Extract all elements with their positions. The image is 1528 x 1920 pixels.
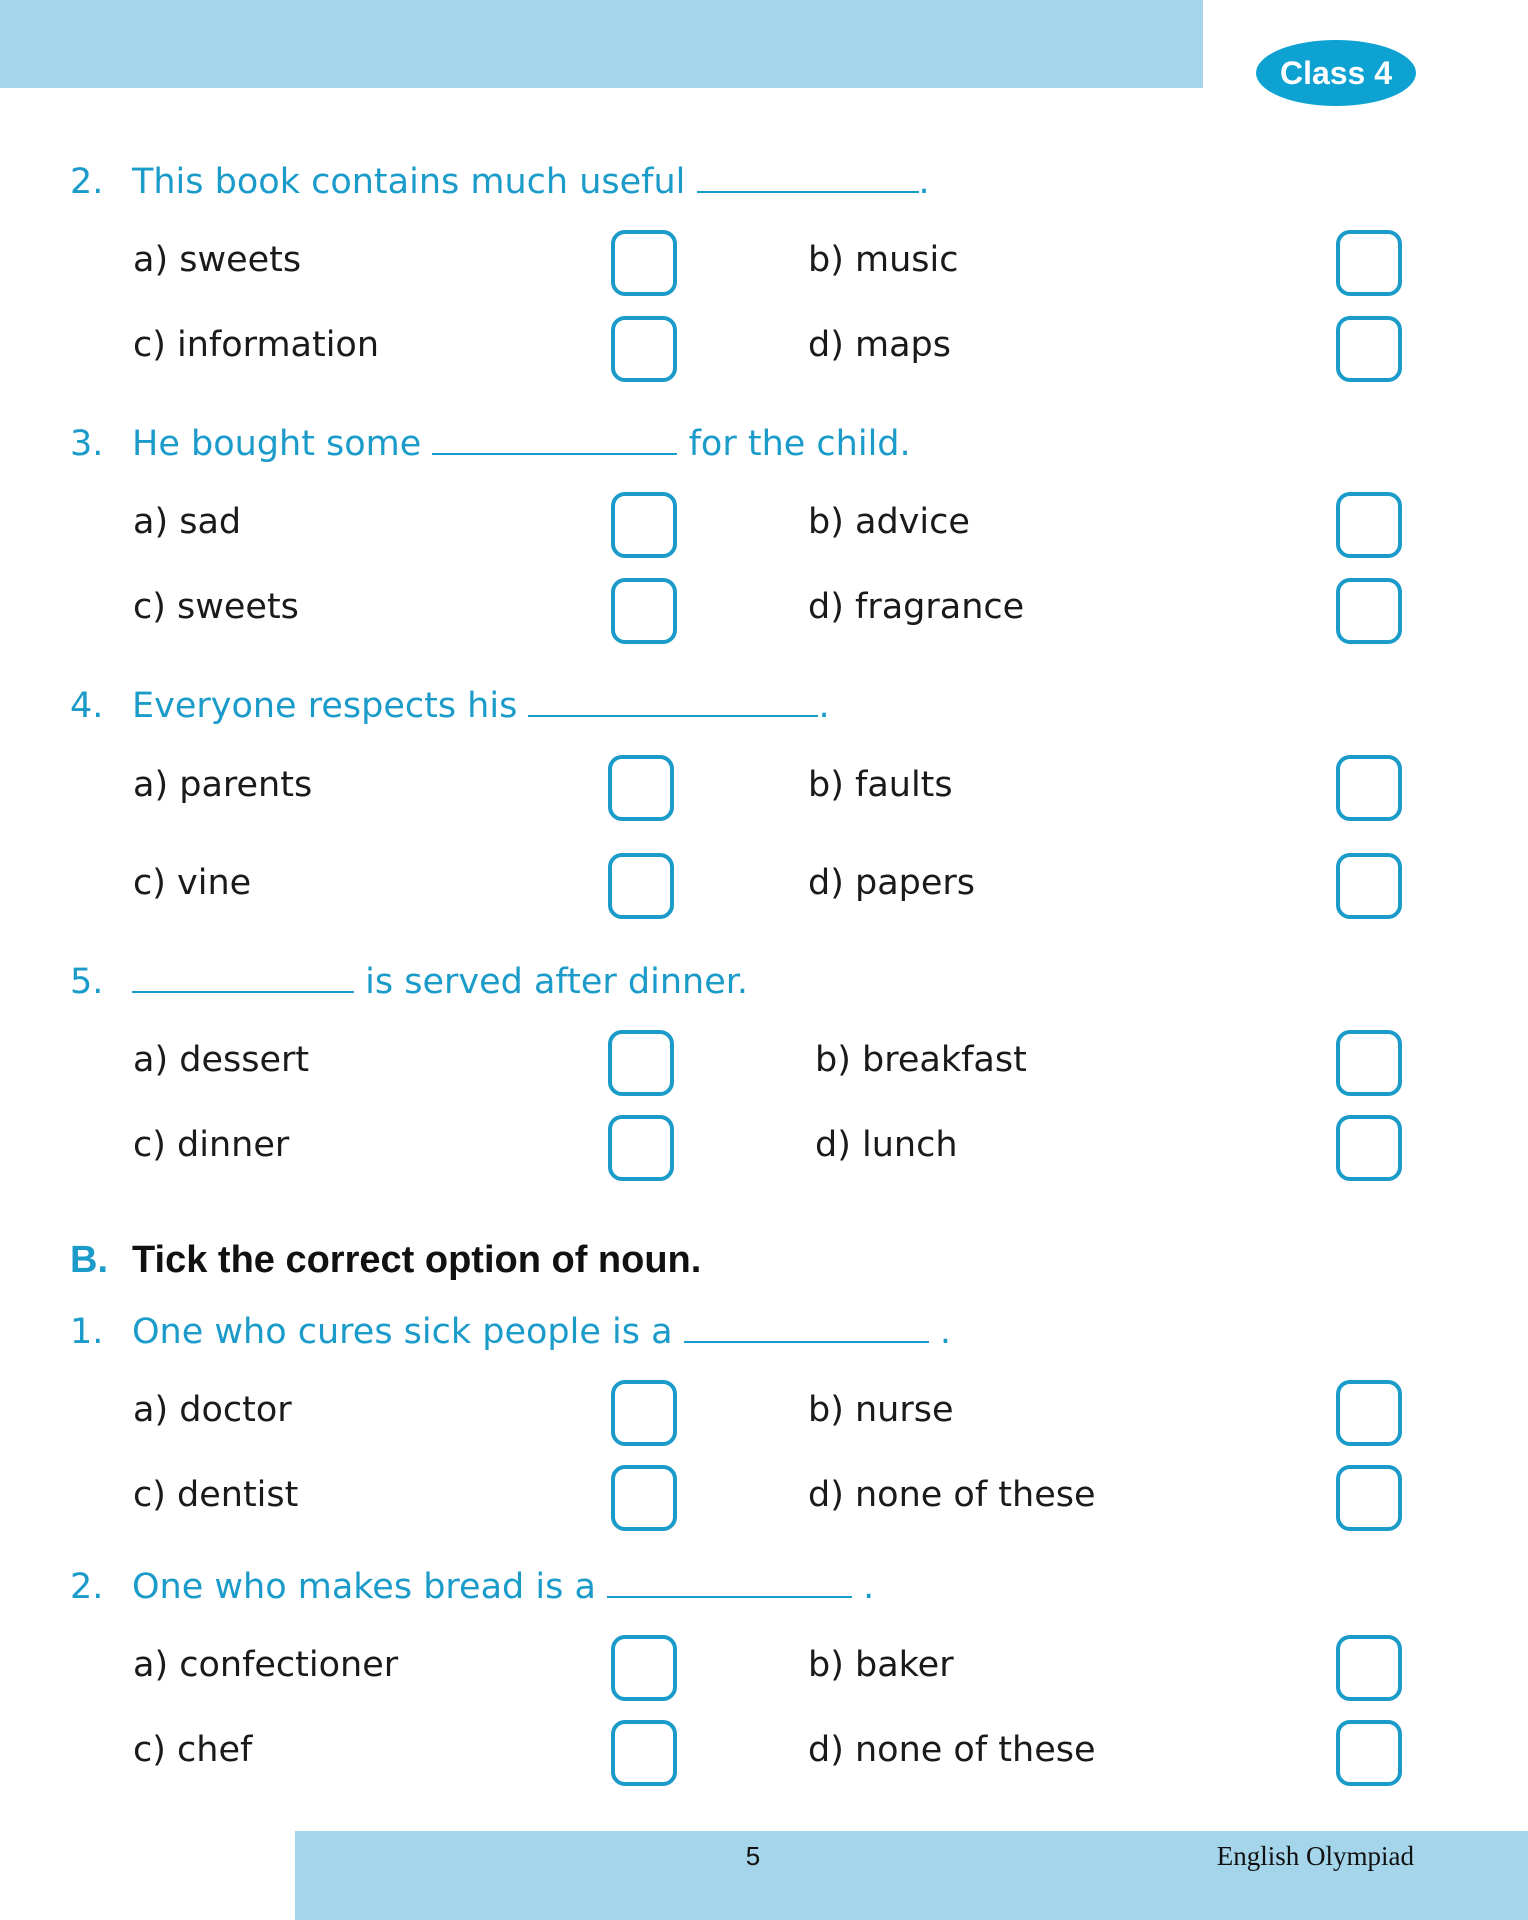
checkbox-a2-d[interactable] <box>1336 316 1402 382</box>
option-a3-a: a) sad <box>133 502 242 542</box>
question-b2 <box>70 1565 874 1609</box>
option-a3-d: d) fragrance <box>808 587 1025 627</box>
option-b2-b: b) baker <box>808 1645 954 1685</box>
checkbox-a5-a[interactable] <box>608 1030 674 1096</box>
option-a4-d: d) papers <box>808 863 976 903</box>
section-b-heading <box>70 1236 701 1284</box>
checkbox-a3-c[interactable] <box>611 578 677 644</box>
option-b2-c: c) chef <box>133 1730 253 1770</box>
section-letter: B. <box>70 1239 108 1281</box>
answer-blank <box>132 961 354 993</box>
answer-blank <box>432 423 677 455</box>
checkbox-a2-b[interactable] <box>1336 230 1402 296</box>
checkbox-b1-a[interactable] <box>611 1380 677 1446</box>
answer-blank <box>697 161 919 193</box>
checkbox-b1-d[interactable] <box>1336 1465 1402 1531</box>
question-text-end: . <box>863 1567 875 1607</box>
footer-book-title: English Olympiad <box>1216 1841 1414 1871</box>
question-number: 1. <box>70 1312 104 1352</box>
section-title: Tick the correct option of noun. <box>132 1239 702 1281</box>
question-number: 2. <box>70 1567 104 1607</box>
option-a5-a: a) dessert <box>133 1040 310 1080</box>
option-b2-a: a) confectioner <box>133 1645 399 1685</box>
question-a3 <box>70 422 911 466</box>
option-a3-c: c) sweets <box>133 587 299 627</box>
answer-blank <box>607 1566 852 1598</box>
checkbox-a3-d[interactable] <box>1336 578 1402 644</box>
option-a5-b: b) breakfast <box>815 1040 1027 1080</box>
checkbox-a2-c[interactable] <box>611 316 677 382</box>
checkbox-b1-b[interactable] <box>1336 1380 1402 1446</box>
question-a2 <box>70 160 930 204</box>
checkbox-a5-c[interactable] <box>608 1115 674 1181</box>
option-b1-a: a) doctor <box>133 1390 292 1430</box>
option-a4-b: b) faults <box>808 765 953 805</box>
option-b1-b: b) nurse <box>808 1390 954 1430</box>
question-text-end: for the child. <box>688 424 911 464</box>
checkbox-a5-b[interactable] <box>1336 1030 1402 1096</box>
checkbox-a2-a[interactable] <box>611 230 677 296</box>
checkbox-a3-b[interactable] <box>1336 492 1402 558</box>
option-a2-c: c) information <box>133 325 380 365</box>
checkbox-a3-a[interactable] <box>611 492 677 558</box>
question-a5 <box>70 960 748 1004</box>
checkbox-b2-a[interactable] <box>611 1635 677 1701</box>
option-a2-a: a) sweets <box>133 240 302 280</box>
option-a4-a: a) parents <box>133 765 313 805</box>
question-text-end: . <box>918 162 930 202</box>
question-number: 2. <box>70 162 104 202</box>
checkbox-b2-b[interactable] <box>1336 1635 1402 1701</box>
checkbox-a4-c[interactable] <box>608 853 674 919</box>
checkbox-a4-d[interactable] <box>1336 853 1402 919</box>
option-a3-b: b) advice <box>808 502 970 542</box>
question-text-end: . <box>939 1312 951 1352</box>
question-number: 5. <box>70 962 104 1002</box>
option-a4-c: c) vine <box>133 863 252 903</box>
option-b1-c: c) dentist <box>133 1475 299 1515</box>
question-text: One who makes bread is a <box>132 1567 596 1607</box>
answer-blank <box>684 1311 929 1343</box>
question-number: 4. <box>70 686 104 726</box>
question-text-end: is served after dinner. <box>365 962 749 1002</box>
question-text: One who cures sick people is a <box>132 1312 673 1352</box>
page-number: 5 <box>745 1841 761 1871</box>
checkbox-b1-c[interactable] <box>611 1465 677 1531</box>
checkbox-b2-c[interactable] <box>611 1720 677 1786</box>
question-text-end: . <box>818 686 830 726</box>
question-number: 3. <box>70 424 104 464</box>
header-band <box>0 0 1203 88</box>
option-b2-d: d) none of these <box>808 1730 1096 1770</box>
question-text: Everyone respects his <box>132 686 518 726</box>
question-b1 <box>70 1310 951 1354</box>
question-text: He bought some <box>132 424 422 464</box>
class-badge: Class 4 <box>1256 40 1416 106</box>
option-a5-d: d) lunch <box>815 1125 958 1165</box>
checkbox-a4-b[interactable] <box>1336 755 1402 821</box>
option-b1-d: d) none of these <box>808 1475 1096 1515</box>
question-text: This book contains much useful <box>132 162 686 202</box>
checkbox-b2-d[interactable] <box>1336 1720 1402 1786</box>
option-a5-c: c) dinner <box>133 1125 290 1165</box>
option-a2-d: d) maps <box>808 325 951 365</box>
question-a4 <box>70 684 830 728</box>
answer-blank <box>528 685 818 717</box>
option-a2-b: b) music <box>808 240 959 280</box>
checkbox-a5-d[interactable] <box>1336 1115 1402 1181</box>
checkbox-a4-a[interactable] <box>608 755 674 821</box>
